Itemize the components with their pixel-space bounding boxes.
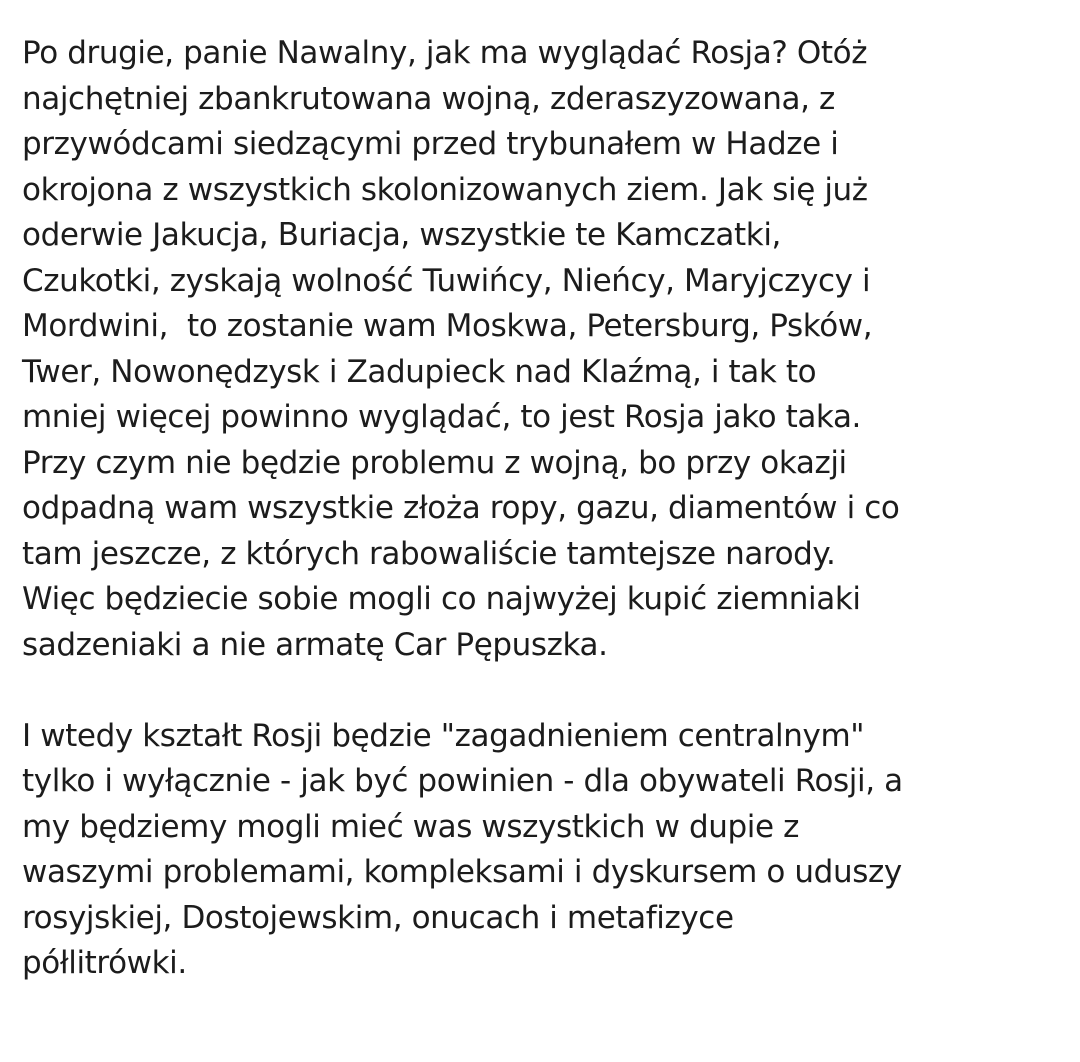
text-line: okrojona z wszystkich skolonizowanych ziem. Jak się już (22, 171, 868, 208)
text-line: półlitrówki. (22, 945, 187, 981)
text-line: przywódcami siedzącymi przed trybunałem w Hadze i (22, 126, 839, 162)
text-line: mniej więcej powinno wyglądać, to jest Rosja jako taka. (22, 399, 861, 435)
text-line: tylko i wyłącznie - jak być powinien - dla obywateli Rosji, a (22, 763, 903, 799)
text-line: odpadną wam wszystkie złoża ropy, gazu, diamentów i co (22, 490, 900, 526)
text-line: my będziemy mogli mieć was wszystkich w dupie z (22, 808, 799, 845)
text-line: Po drugie, panie Nawalny, jak ma wyglądać Rosja? Otóż (22, 35, 868, 71)
paragraph-2 (22, 714, 1072, 987)
text-line: rosyjskiej, Dostojewskim, onucach i metafizyce (22, 899, 734, 936)
text-line: waszymi problemami, kompleksami i dyskursem o uduszy (22, 854, 902, 890)
text-line: Twer, Nowonędzysk i Zadupieck nad Klaźmą, i tak to (22, 353, 817, 390)
text-line: najchętniej zbankrutowana wojną, zderaszyzowana, z (22, 80, 835, 117)
text-line: tam jeszcze, z których rabowaliście tamtejsze narody. (22, 535, 836, 572)
text-line: oderwie Jakucja, Buriacja, wszystkie te Kamczatki, (22, 217, 781, 253)
post-body (22, 31, 1072, 987)
text-line: Mordwini, to zostanie wam Moskwa, Petersburg, Psków, (22, 308, 873, 344)
text-line: sadzeniaki a nie armatę Car Pępuszka. (22, 626, 608, 663)
text-line: Więc będziecie sobie mogli co najwyżej kupić ziemniaki (22, 581, 861, 617)
text-line: I wtedy kształt Rosji będzie "zagadnieniem centralnym" (22, 717, 865, 754)
text-line: Czukotki, zyskają wolność Tuwińcy, Nieńcy, Maryjczycy i (22, 262, 871, 299)
text-line: Przy czym nie będzie problemu z wojną, bo przy okazji (22, 444, 847, 481)
paragraph-1 (22, 31, 1072, 668)
